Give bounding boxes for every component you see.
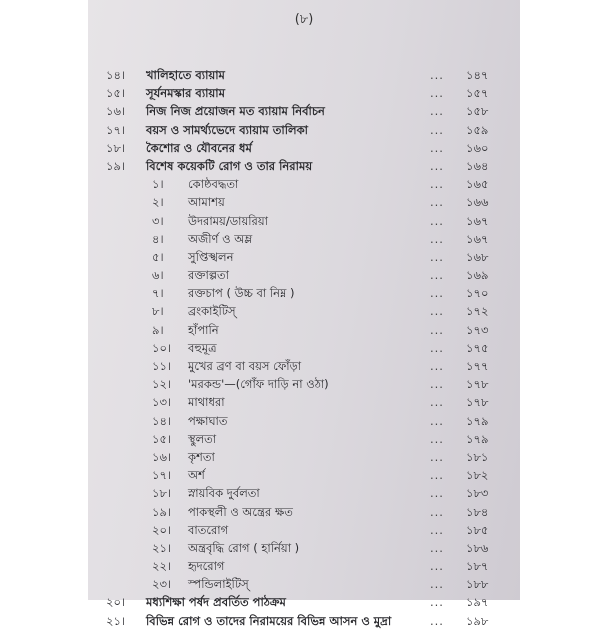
entry-title: স্নায়বিক দুর্বলতা [188,486,260,501]
entry-number: ১০। [152,340,172,355]
book-page [88,0,520,628]
entry-leader-dots: ... [430,322,444,337]
toc-chapter-row [88,157,520,175]
entry-leader-dots: ... [430,268,444,283]
toc-subtopic-row [88,539,520,557]
entry-leader-dots: ... [430,249,444,264]
entry-page-number: ১৮১ [466,449,489,464]
entry-title: রক্তাল্পতা [188,268,230,283]
entry-leader-dots: ... [430,359,444,373]
entry-page-number: ১৮৫ [466,522,489,537]
entry-leader-dots: ... [430,158,444,173]
toc-subtopic-row [88,375,520,393]
entry-page-number: ১৫৯ [466,122,489,137]
entry-number: ৬। [152,268,164,283]
entry-number: ২১। [152,540,172,555]
entry-number: ১৫। [152,431,172,446]
entry-number: ২২। [152,559,172,574]
entry-page-number: ১৯৭ [466,595,489,610]
entry-number: ২০। [106,595,126,610]
entry-number: ১৯। [152,504,172,519]
toc-subtopic-row [88,339,520,357]
entry-leader-dots: ... [430,86,444,101]
entry-leader-dots: ... [430,195,444,210]
entry-title: মধ্যশিক্ষা পর্ষদ প্রবর্তিত পাঠক্রম [146,595,286,610]
entry-title: হাঁপানি [188,322,219,337]
entry-title: অন্ত্রবৃদ্ধি রোগ ( হার্নিয়া ) [188,540,300,555]
entry-title: মাথাধরা [188,395,225,410]
entry-title: উদরাময়/ডায়রিয়া [188,213,268,228]
entry-page-number: ১৯৮ [466,613,489,628]
entry-leader-dots: ... [430,540,444,555]
entry-page-number: ১৮৪ [466,504,489,519]
toc-subtopic-row [88,175,520,193]
entry-leader-dots: ... [430,395,444,410]
entry-title: হৃদরোগ [188,559,225,574]
entry-number: ১৭। [106,122,126,137]
entry-title: কৃশতা [188,449,215,464]
entry-page-number: ১৭৯ [466,413,489,428]
entry-leader-dots: ... [430,413,444,428]
entry-number: ৭। [152,286,164,301]
toc-subtopic-row [88,321,520,339]
entry-title: আমাশয় [188,195,225,210]
entry-page-number: ১৬৪ [466,158,489,173]
entry-title: রক্তচাপ ( উচ্চ বা নিম্ন ) [188,286,295,301]
entry-title: বয়স ও সামর্থ্যভেদে ব্যায়াম তালিকা [146,122,308,137]
entry-page-number: ১৮৩ [466,486,489,501]
entry-title: ব্রংকাইটিস্ [188,304,236,319]
entry-page-number: ১৫৮ [466,104,489,119]
entry-title: কোষ্ঠবদ্ধতা [188,177,239,192]
entry-number: ৯। [152,322,164,337]
entry-page-number: ১৫৭ [466,86,489,101]
toc-subtopic-row [88,357,520,375]
entry-number: ১৭। [152,468,172,483]
entry-page-number: ১৭৭ [466,359,489,373]
toc-subtopic-row [88,484,520,502]
entry-title: সূর্যনমস্কার ব্যায়াম [146,86,225,101]
entry-leader-dots: ... [430,613,444,628]
entry-number: ১৯। [106,158,126,173]
entry-number: ৩। [152,213,164,228]
toc-subtopic-row [88,521,520,539]
entry-title: নিজ নিজ প্রয়োজন মত ব্যায়াম নির্বাচন [146,104,325,119]
toc-subtopic-row [88,412,520,430]
entry-number: ১৫। [106,86,126,101]
entry-title: স্থুলতা [188,431,217,446]
entry-page-number: ১৮৮ [466,577,489,592]
entry-page-number: ১৭৩ [466,322,489,337]
entry-title: কৈশোর ও যৌবনের ধর্ম [146,140,252,155]
entry-leader-dots: ... [430,304,444,319]
entry-page-number: ১৬৫ [466,177,489,192]
toc-subtopic-row [88,557,520,575]
entry-leader-dots: ... [430,286,444,301]
toc-chapter-row [88,84,520,102]
toc-subtopic-row [88,393,520,411]
entry-leader-dots: ... [430,104,444,119]
entry-number: ১২। [152,377,172,392]
toc-subtopic-row [88,503,520,521]
entry-title: 'মরকন্ড'—(গোঁফ দাড়ি না ওঠা) [188,377,329,392]
entry-leader-dots: ... [430,431,444,446]
entry-leader-dots: ... [430,122,444,137]
entry-page-number: ১৬৬ [466,195,489,210]
entry-page-number: ১৬০ [466,140,489,155]
entry-number: ১৮। [152,486,172,501]
entry-title: বিভিন্ন রোগ ও তাদের নিরাময়ের বিভিন্ন আসন ও মুদ্রা [146,613,392,628]
toc-chapter-row [88,102,520,120]
page-number: (৮) [294,12,314,27]
entry-title: মুখের ব্রণ বা বয়স ফোঁড়া [188,359,302,373]
toc-subtopic-row [88,230,520,248]
entry-number: ২। [152,195,164,210]
entry-page-number: ১৬৮ [466,249,489,264]
entry-number: ১৬। [106,104,126,119]
entry-number: ৮। [152,304,164,319]
toc-chapter-row [88,593,520,611]
entry-title: সুপ্তিস্খলন [188,249,234,264]
entry-number: ১৬। [152,449,172,464]
entry-page-number: ১৬৭ [466,213,489,228]
entry-leader-dots: ... [430,504,444,519]
toc-chapter-row [88,612,520,630]
entry-page-number: ১৭৮ [466,395,489,410]
entry-page-number: ১৭৮ [466,377,489,392]
entry-page-number: ১৭৯ [466,431,489,446]
entry-page-number: ১৬৯ [466,268,489,283]
toc-subtopic-row [88,193,520,211]
toc-subtopic-row [88,448,520,466]
entry-title: স্পন্ডিলাইটিস্ [188,577,249,592]
entry-number: ৫। [152,249,164,264]
entry-page-number: ১৬৭ [466,231,489,246]
toc-subtopic-row [88,284,520,302]
entry-number: ১। [152,177,164,192]
entry-leader-dots: ... [430,595,444,610]
entry-page-number: ১৭২ [466,304,489,319]
entry-number: ২৩। [152,577,172,592]
entry-title: বিশেষ কয়েকটি রোগ ও তার নিরাময় [146,158,313,173]
toc-subtopic-row [88,212,520,230]
entry-number: ১১। [152,359,172,373]
toc-chapter-row [88,121,520,139]
entry-number: ২০। [152,522,172,537]
entry-title: বাতরোগ [188,522,229,537]
toc-subtopic-row [88,466,520,484]
entry-number: ৪। [152,231,164,246]
entry-page-number: ১৮২ [466,468,489,483]
entry-page-number: ১৮৬ [466,540,489,555]
entry-page-number: ১৪৭ [466,68,489,82]
entry-leader-dots: ... [430,231,444,246]
entry-number: ১৩। [152,395,172,410]
entry-leader-dots: ... [430,449,444,464]
toc-subtopic-row [88,302,520,320]
entry-page-number: ১৭০ [466,286,489,301]
entry-title: অজীর্ণ ও অম্ল [188,231,253,246]
entry-number: ১৪। [152,413,172,428]
entry-leader-dots: ... [430,140,444,155]
entry-leader-dots: ... [430,377,444,392]
entry-page-number: ১৭৫ [466,340,489,355]
entry-leader-dots: ... [430,177,444,192]
entry-leader-dots: ... [430,559,444,574]
entry-title: অর্শ [188,468,205,483]
entry-leader-dots: ... [430,577,444,592]
entry-number: ১৮। [106,140,126,155]
entry-leader-dots: ... [430,340,444,355]
entry-number: ২১। [106,613,126,628]
entry-leader-dots: ... [430,486,444,501]
entry-page-number: ১৮৭ [466,559,489,574]
entry-title: পাকস্থলী ও অন্ত্রের ক্ষত [188,504,293,519]
entry-title: খালিহাতে ব্যায়াম [146,68,225,82]
toc-chapter-row [88,66,520,84]
entry-leader-dots: ... [430,68,444,82]
toc-chapter-row [88,139,520,157]
entry-title: পক্ষাঘাত [188,413,228,428]
toc-subtopic-row [88,266,520,284]
toc-subtopic-row [88,430,520,448]
toc-subtopic-row [88,575,520,593]
entry-leader-dots: ... [430,213,444,228]
table-of-contents [88,66,520,630]
entry-leader-dots: ... [430,522,444,537]
toc-subtopic-row [88,248,520,266]
entry-title: বহুমূত্র [188,340,217,355]
entry-number: ১৪। [106,68,126,82]
entry-leader-dots: ... [430,468,444,483]
